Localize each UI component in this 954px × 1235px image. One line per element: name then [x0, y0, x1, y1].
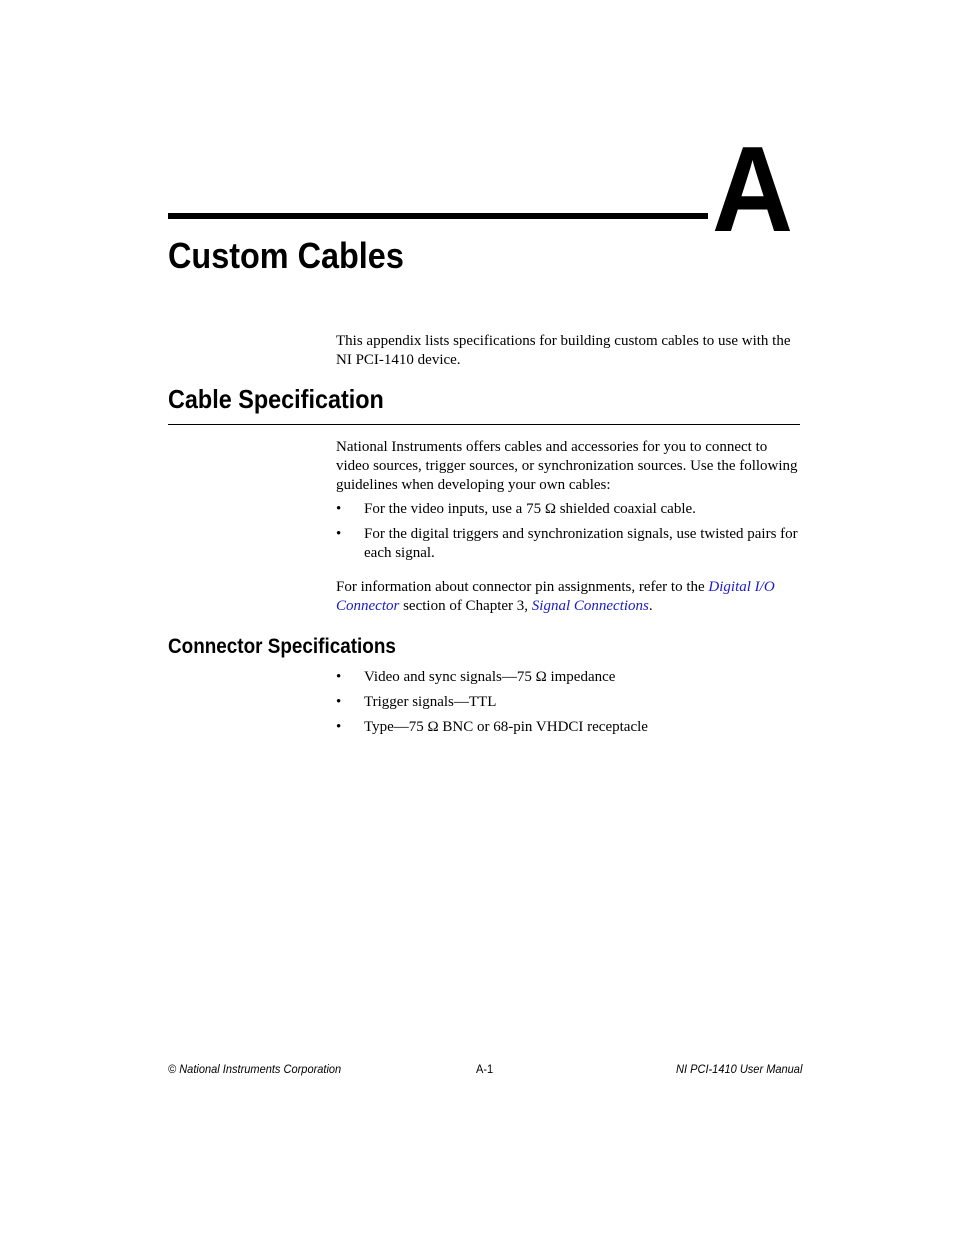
list-item-text: For the digital triggers and synchronization signals, use twisted pairs for each signal.	[364, 526, 798, 561]
footer-copyright: © National Instruments Corporation	[168, 1062, 342, 1076]
bullet-icon: •	[336, 526, 342, 542]
section-heading-cable-specification: Cable Specification	[168, 384, 384, 414]
list-item-text: For the video inputs, use a 75 Ω shielded coaxial cable.	[364, 501, 696, 517]
bullet-icon: •	[336, 719, 342, 735]
bullet-icon: •	[336, 694, 342, 710]
list-item-text: Trigger signals—TTL	[364, 694, 497, 710]
chapter-letter: A	[712, 121, 794, 257]
list-item	[336, 693, 801, 712]
cable-guidelines-list	[336, 500, 801, 569]
section-rule	[168, 424, 800, 425]
signal-connections-link[interactable]: Signal Connections	[531, 598, 649, 614]
list-item	[336, 525, 801, 563]
bullet-icon: •	[336, 669, 342, 685]
list-item	[336, 500, 801, 519]
digital-io-connector-link[interactable]: Digital I/O Connector	[336, 579, 775, 614]
chapter-title: Custom Cables	[168, 235, 404, 276]
chapter-rule	[168, 213, 708, 219]
reference-text: For information about connector pin assignments, refer to the	[336, 579, 709, 595]
bullet-icon: •	[336, 501, 342, 517]
list-item-text: Type—75 Ω BNC or 68-pin VHDCI receptacle	[364, 719, 648, 735]
footer-manual-title: NI PCI-1410 User Manual	[676, 1062, 803, 1076]
cable-spec-paragraph: National Instruments offers cables and accessories for you to connect to video sources, trigger sources, or synchronization sources. Use the following guidelines when developing your own cables:	[336, 439, 798, 493]
list-item	[336, 668, 801, 687]
intro-paragraph: This appendix lists specifications for building custom cables to use with the NI PCI-1410 device.	[336, 333, 791, 368]
reference-text: section of Chapter 3,	[399, 598, 532, 614]
section-heading-connector-specifications: Connector Specifications	[168, 635, 396, 658]
reference-text: .	[648, 598, 653, 614]
connector-specs-list	[336, 668, 801, 743]
list-item-text: Video and sync signals—75 Ω impedance	[364, 669, 616, 685]
reference-paragraph	[336, 578, 801, 616]
footer-page-number: A-1	[476, 1062, 494, 1076]
list-item	[336, 718, 801, 737]
